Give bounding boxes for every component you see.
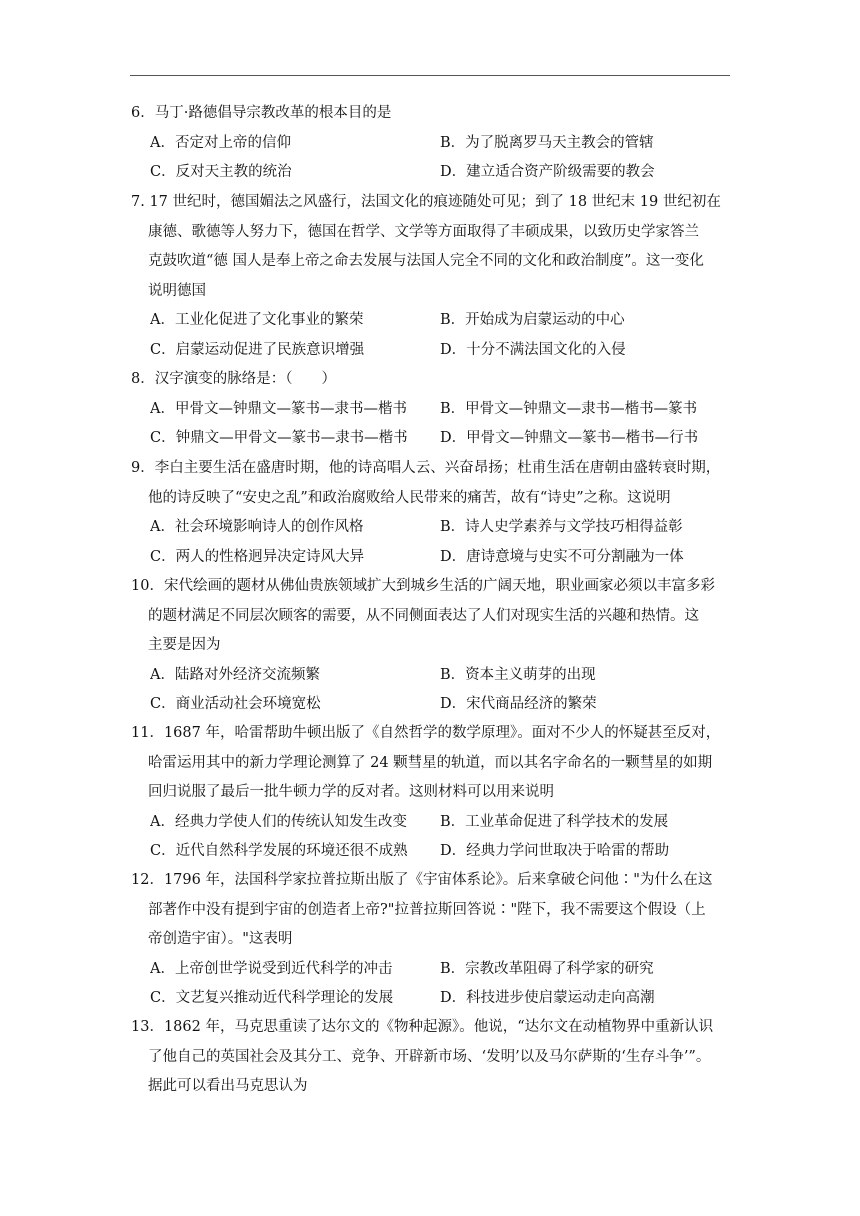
option-c: C．近代自然科学发展的环境还很不成熟 <box>150 843 408 859</box>
option-b: B．工业革命促进了科学技术的发展 <box>440 813 669 830</box>
option-d: D．经典力学问世取决于哈雷的帮助 <box>440 843 670 859</box>
option-a: A．工业化促进了文化事业的繁荣 <box>150 312 364 328</box>
question-10 <box>131 572 736 720</box>
question-stem-line: 9．李白主要生活在盛唐时期，他的诗高唱人云、兴奋昂扬；杜甫生活在唐朝由盛转衰时期， <box>131 460 721 476</box>
option-c: C．反对天主教的统治 <box>150 164 292 180</box>
question-stem-line: 7. 17 世纪时，德国媚法之风盛行，法国文化的痕迹随处可见；到了 18 世纪末 19 世纪初在 <box>131 194 721 210</box>
question-stem-line: 据此可以看出马克思认为 <box>148 1078 308 1094</box>
question-7 <box>131 188 736 365</box>
option-d: D．科技进步使启蒙运动走向高潮 <box>440 990 655 1006</box>
question-stem-line: 部著作中没有提到宇宙的创造者上帝?"拉普拉斯回答说∶"陛下，我不需要这个假设（上 <box>148 901 706 918</box>
options <box>131 395 736 454</box>
options <box>131 808 736 867</box>
option-c: C．钟鼎文—甲骨文—篆书—隶书—楷书 <box>150 430 408 446</box>
option-c: C．启蒙运动促进了民族意识增强 <box>150 341 365 358</box>
option-c: C．商业活动社会环境宽松 <box>150 696 321 712</box>
question-12 <box>131 866 736 1014</box>
option-a: A．社会环境影响诗人的创作风格 <box>150 519 364 535</box>
question-stem-line: 他的诗反映了“安史之乱”和政治腐败给人民带来的痛苦，故有“诗史”之称。这说明 <box>148 489 671 506</box>
option-b: B．开始成为启蒙运动的中心 <box>440 312 625 328</box>
option-d: D．甲骨文—钟鼎文—篆书—楷书—行书 <box>440 430 699 446</box>
header-rule <box>130 75 730 76</box>
question-stem-line: 回归说服了最后一批牛顿力学的反对者。这则材料可以用来说明 <box>148 784 554 800</box>
options <box>131 661 736 720</box>
question-stem-line: 康德、歌德等人努力下，德国在哲学、文学等方面取得了丰硕成果，以致历史学家答兰 <box>148 223 699 240</box>
option-d: D．唐诗意境与史实不可分割融为一体 <box>440 548 684 565</box>
question-stem-line: 克鼓吹道“德 国人是奉上帝之命去发展与法国人完全不同的文化和政治制度”。这一变化 <box>148 253 704 269</box>
question-stem-line: 主要是因为 <box>148 637 221 653</box>
option-d: D．宋代商品经济的繁荣 <box>440 696 597 712</box>
question-6 <box>131 99 736 188</box>
question-stem-line: 哈雷运用其中的新力学理论测算了 24 颗彗星的轨道，而以其名字命名的一颗彗星的如期 <box>148 754 713 771</box>
question-13 <box>131 1013 736 1102</box>
question-stem-line: 了他自己的英国社会及其分工、竞争、开辟新市场、‘发明’以及马尔萨斯的‘生存斗争’”。 <box>148 1048 711 1065</box>
question-stem-line: 10．宋代绘画的题材从佛仙贵族领域扩大到城乡生活的广阔天地，职业画家必须以丰富多彩 <box>131 578 715 594</box>
option-b: B．宗教改革阻碍了科学家的研究 <box>440 960 654 977</box>
option-b: B．甲骨文—钟鼎文—隶书—楷书—篆书 <box>440 400 698 417</box>
options <box>131 513 736 572</box>
option-d: D．十分不满法国文化的入侵 <box>440 341 626 358</box>
question-stem-line: 12．1796 年，法国科学家拉普拉斯出版了《宇宙体系论》。后来拿破仑问他∶"为什么在这 <box>131 872 713 888</box>
question-8 <box>131 365 736 454</box>
question-stem-line: 的题材满足不同层次顾客的需要，从不同侧面表达了人们对现实生活的兴趣和热情。这 <box>148 607 699 624</box>
option-a: A．上帝创世学说受到近代科学的冲击 <box>150 960 393 977</box>
option-d: D．建立适合资产阶级需要的教会 <box>440 164 655 180</box>
question-11 <box>131 719 736 867</box>
question-stem-line: 说明德国 <box>148 282 206 299</box>
question-stem-line: 帝创造宇宙）。"这表明 <box>148 931 293 947</box>
option-a: A．陆路对外经济交流频繁 <box>150 666 320 683</box>
question-9 <box>131 454 736 572</box>
options <box>131 955 736 1014</box>
option-b: B．资本主义萌芽的出现 <box>440 666 596 683</box>
question-stem-line: 8．汉字演变的脉络是：（ ） <box>131 371 336 387</box>
option-a: A．经典力学使人们的传统认知发生改变 <box>150 813 407 830</box>
option-b: B．为了脱离罗马天主教会的管辖 <box>440 134 654 151</box>
question-stem-line: 11．1687 年，哈雷帮助牛顿出版了《自然哲学的数学原理》。面对不少人的怀疑甚至反对， <box>131 725 721 741</box>
option-a: A．否定对上帝的信仰 <box>150 134 291 151</box>
option-c: C．两人的性格迥异决定诗风大异 <box>150 548 365 565</box>
option-c: C．文艺复兴推动近代科学理论的发展 <box>150 990 394 1006</box>
option-b: B．诗人史学素养与文学技巧相得益彰 <box>440 519 683 535</box>
option-a: A．甲骨文—钟鼎文—篆书—隶书—楷书 <box>150 400 407 417</box>
question-stem-line: 6．马丁·路德倡导宗教改革的根本目的是 <box>131 105 392 121</box>
options <box>131 129 736 188</box>
question-stem-line: 13．1862 年，马克思重读了达尔文的《物种起源》。他说，“达尔文在动植物界中重新认识 <box>131 1019 714 1035</box>
options <box>131 306 736 365</box>
